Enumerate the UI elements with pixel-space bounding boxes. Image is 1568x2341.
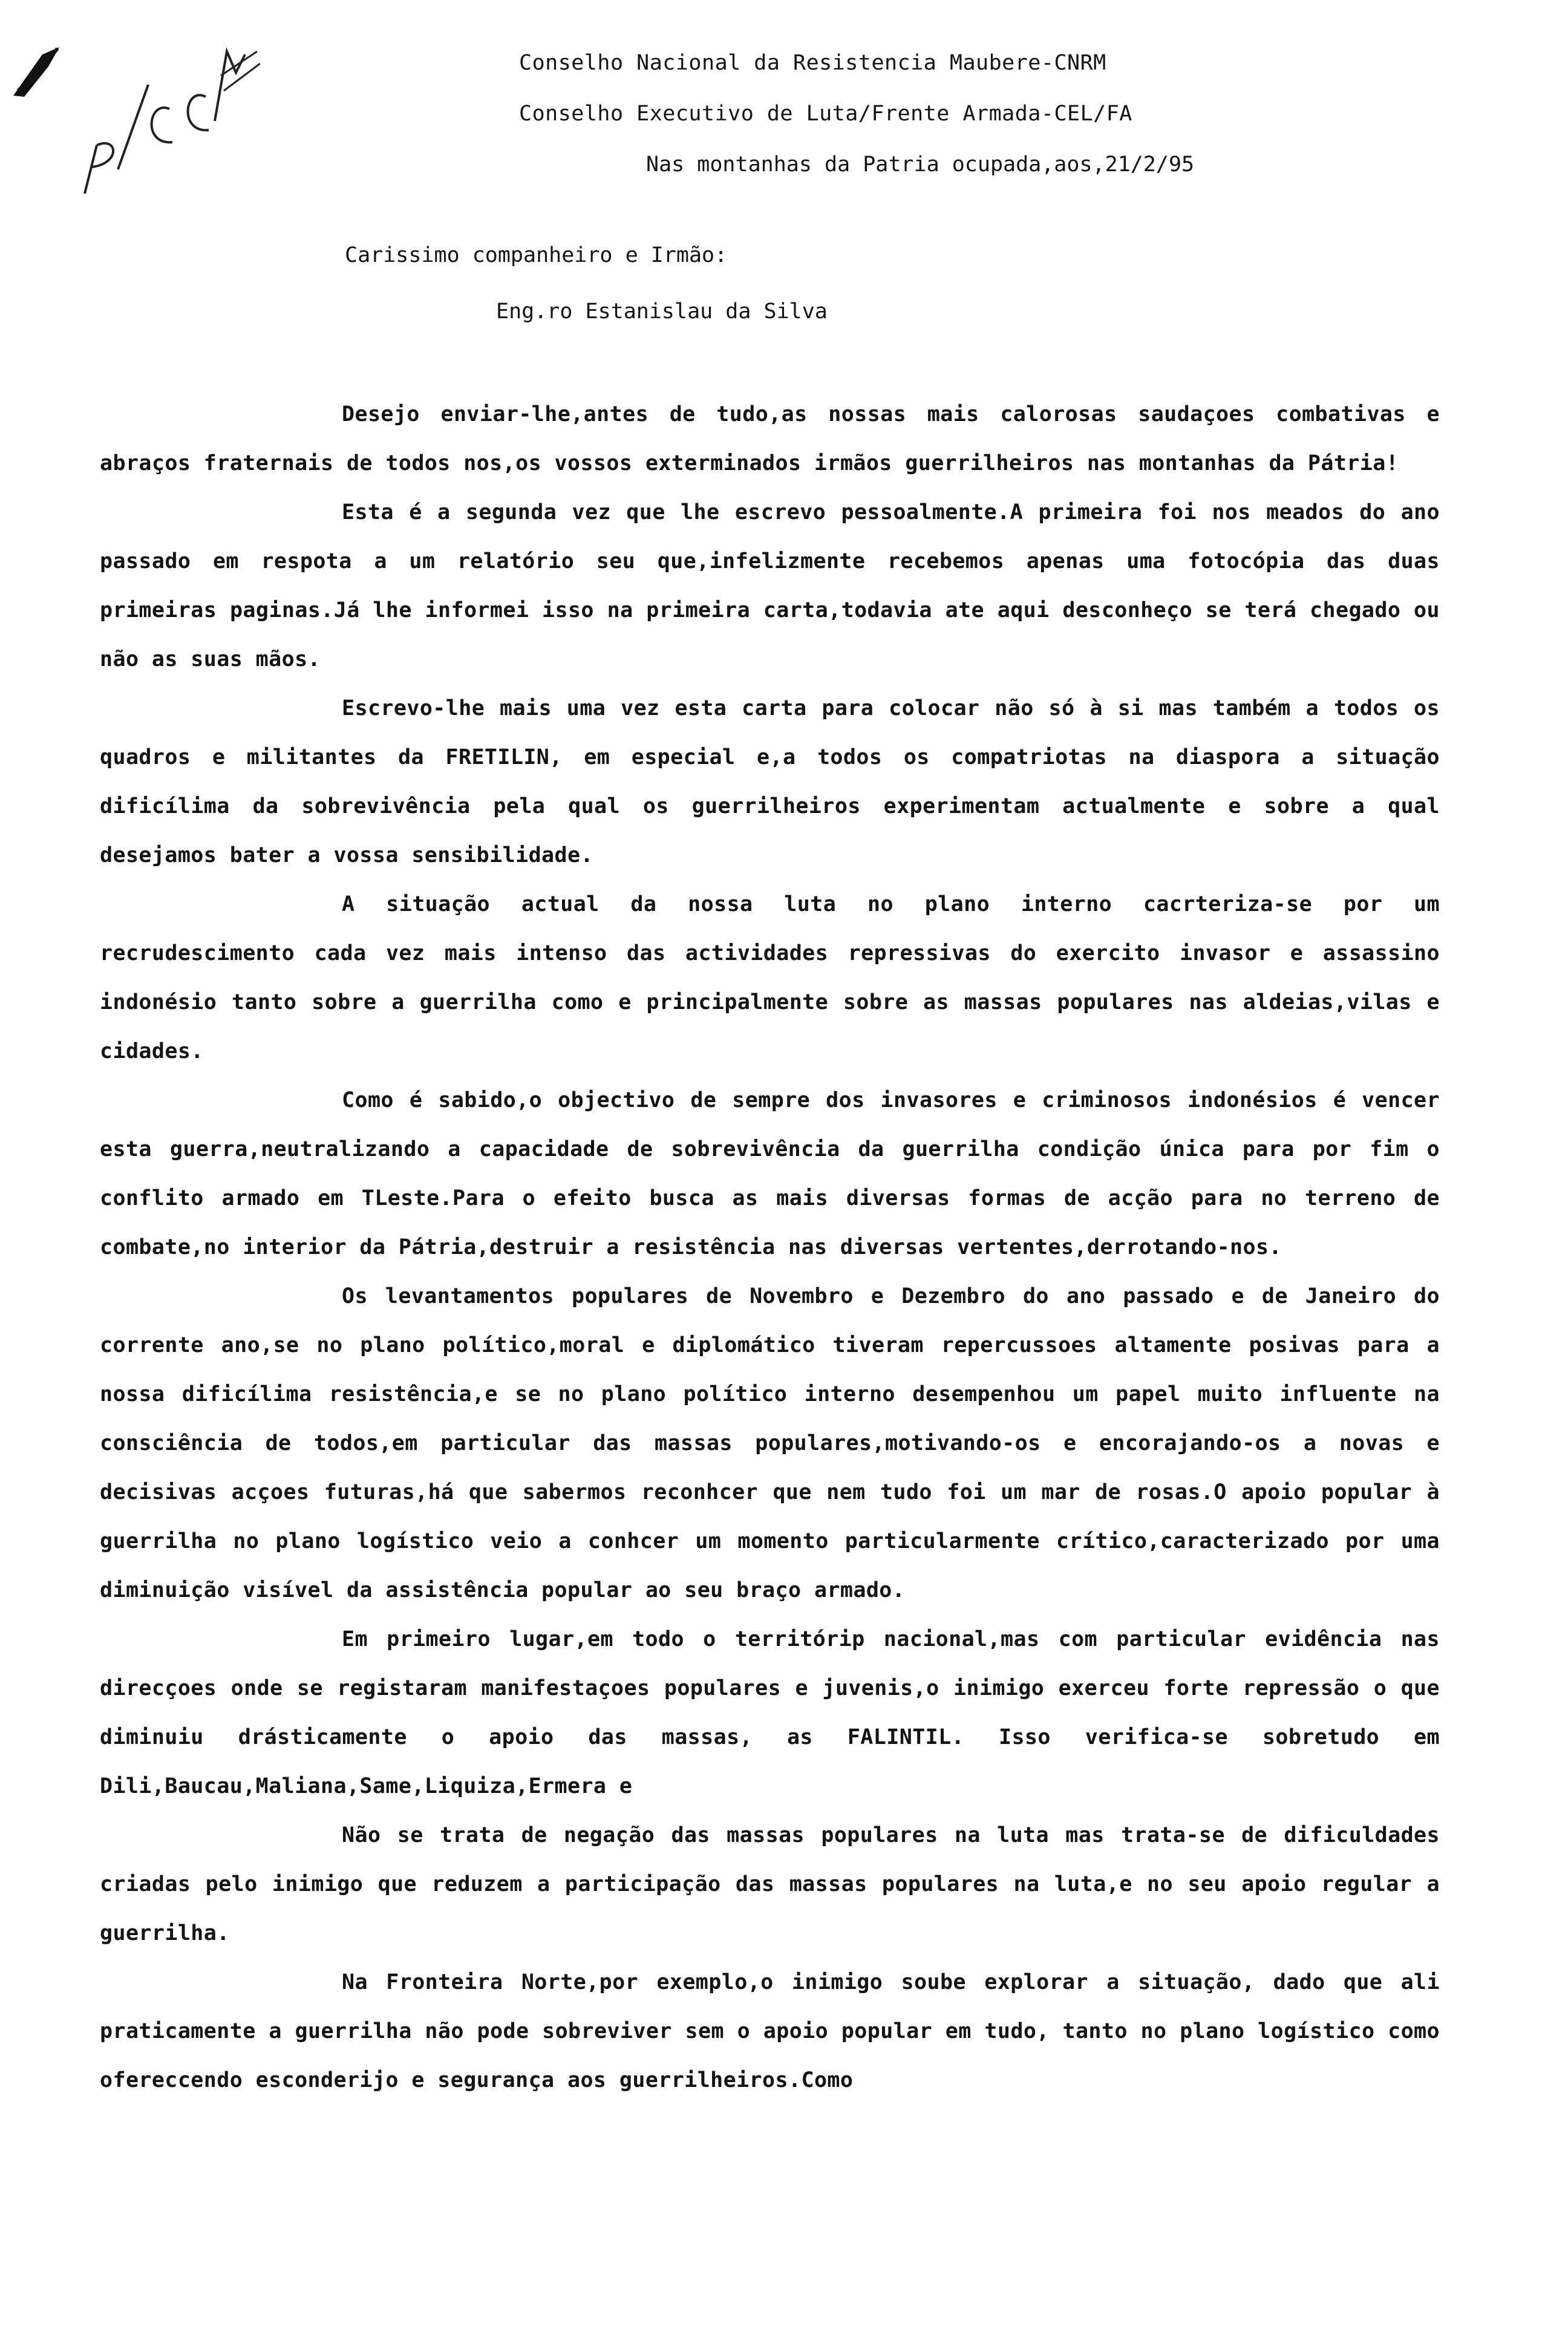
paragraph-5: Como é sabido,o objectivo de sempre dos invasores e criminosos indonésios é vencer esta guerra,neutralizando a capacidade de sobrevivência da guerrilha condição única para por fim o conflito armado em TLeste.Para o efeito busca as mais diversas formas de acção para no terreno de combate,no interior da Pátria,destruir a resistência nas diversas vertentes,derrotando-nos. bbox=[100, 1088, 1440, 1259]
paragraph-1: Desejo enviar-lhe,antes de tudo,as nossas mais calorosas saudaçoes combativas e abraços fraternais de todos nos,os vossos exterminados irmãos guerrilheiros nas montanhas da Pátria! bbox=[100, 402, 1440, 475]
addressee: Eng.ro Estanislau da Silva bbox=[496, 299, 828, 324]
paragraph-8: Não se trata de negação das massas populares na luta mas trata-se de dificuldades criadas pelo inimigo que reduzem a participação das massas populares na luta,e no seu apoio regular a guerrilha. bbox=[100, 1823, 1440, 1945]
letterhead-line-1: Conselho Nacional da Resistencia Maubere-CNRM bbox=[519, 51, 1106, 75]
paragraph-4: A situação actual da nossa luta no plano interno cacrteriza-se por um recrudescimento cada vez mais intenso das actividades repressivas do exercito invasor e assassino indonésio tanto sobre a guerrilha como e principalmente sobre as massas populares nas aldeias,vilas e cidades. bbox=[100, 892, 1440, 1063]
handwritten-annotation bbox=[6, 18, 260, 200]
letterhead bbox=[519, 38, 1426, 139]
paragraph-7: Em primeiro lugar,em todo o territórip nacional,mas com particular evidência nas direcçoes onde se registaram manifestaçoes populares e juvenis,o inimigo exerceu forte repressão o que diminuiu drásticamente o apoio das massas, as FALINTIL. Isso verifica-se sobretudo em Dili,Baucau,Maliana,Same,Liquiza,Ermera e bbox=[100, 1627, 1440, 1798]
paragraph-6: Os levantamentos populares de Novembro e Dezembro do ano passado e de Janeiro do corrente ano,se no plano político,moral e diplomático tiveram repercussoes altamente posivas para a nossa dificílima resistência,e se no plano político interno desempenhou um papel muito influente na consciência de todos,em particular das massas populares,motivando-os e encorajando-os a novas e decisivas acçoes futuras,há que sabermos reconhcer que nem tudo foi um mar de rosas.O apoio popular à guerrilha no plano logístico veio a conhcer um momento particularmente crítico,caracterizado por uma diminuição visível da assistência popular ao seu braço armado. bbox=[100, 1284, 1440, 1602]
letterhead-line-2: Conselho Executivo de Luta/Frente Armada-CEL/FA bbox=[519, 102, 1132, 126]
letter-body bbox=[100, 390, 1440, 2105]
paragraph-3: Escrevo-lhe mais uma vez esta carta para colocar não só à si mas também a todos os quadros e militantes da FRETILIN, em especial e,a todos os compatriotas na diaspora a situação dificílima da sobrevivência pela qual os guerrilheiros experimentam actualmente e sobre a qual desejamos bater a vossa sensibilidade. bbox=[100, 696, 1440, 867]
paragraph-9: Na Fronteira Norte,por exemplo,o inimigo soube explorar a situação, dado que ali praticamente a guerrilha não pode sobreviver sem o apoio popular em tudo, tanto no plano logístico como ofereccendo esconderijo e segurança aos guerrilheiros.Como bbox=[100, 1970, 1440, 2092]
paragraph-2: Esta é a segunda vez que lhe escrevo pessoalmente.A primeira foi nos meados do ano passado em respota a um relatório seu que,infelizmente recebemos apenas uma fotocópia das duas primeiras paginas.Já lhe informei isso na primeira carta,todavia ate aqui desconheço se terá chegado ou não as suas mãos. bbox=[100, 500, 1440, 671]
salutation: Carissimo companheiro e Irmão: bbox=[345, 243, 728, 267]
dateline: Nas montanhas da Patria ocupada,aos,21/2/95 bbox=[646, 152, 1195, 177]
